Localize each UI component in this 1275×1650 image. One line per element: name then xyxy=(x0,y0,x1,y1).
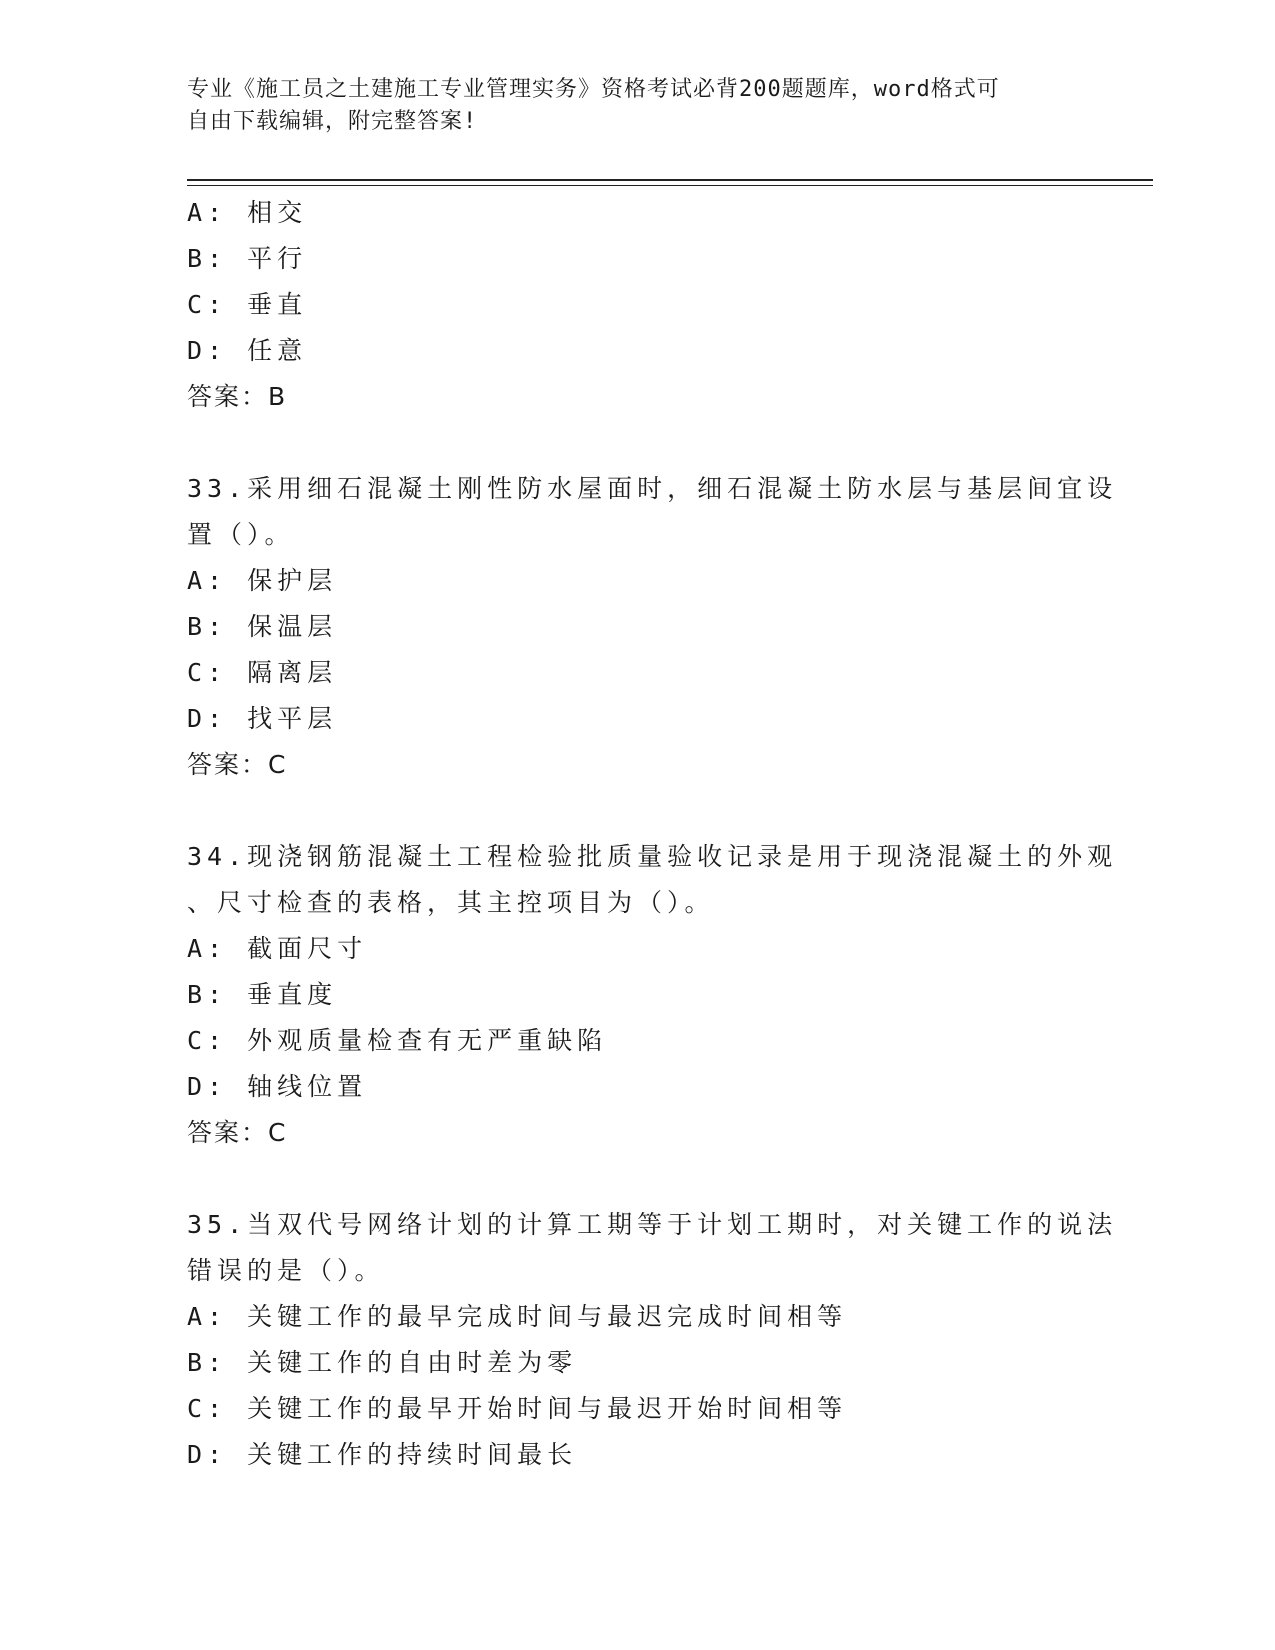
question-stem-line-2: 错误的是（）。 xyxy=(187,1256,385,1285)
option-a: A: 保护层 xyxy=(187,566,338,595)
question-stem-line-1: 35.当双代号网络计划的计算工期等于计划工期时，对关键工作的说法 xyxy=(187,1210,1118,1239)
question-34 xyxy=(187,834,1118,1156)
option-d: D: 关键工作的持续时间最长 xyxy=(187,1440,578,1469)
header-title-line-2: 自由下载编辑，附完整答案! xyxy=(187,109,478,134)
question-list xyxy=(187,190,1118,1478)
option-a: A: 相交 xyxy=(187,198,308,227)
option-c: C: 关键工作的最早开始时间与最迟开始时间相等 xyxy=(187,1394,848,1423)
option-c: C: 隔离层 xyxy=(187,658,338,687)
question-stem-line-1: 34.现浇钢筋混凝土工程检验批质量验收记录是用于现浇混凝土的外观 xyxy=(187,842,1118,871)
option-d: D: 找平层 xyxy=(187,704,338,733)
document-header xyxy=(187,74,1087,138)
header-rule-thick xyxy=(187,179,1153,181)
option-a: A: 截面尺寸 xyxy=(187,934,368,963)
option-b: B: 保温层 xyxy=(187,612,338,641)
option-d: D: 任意 xyxy=(187,336,308,365)
option-b: B: 垂直度 xyxy=(187,980,338,1009)
header-rule-thin xyxy=(187,185,1153,186)
question-35 xyxy=(187,1202,1118,1478)
option-c: C: 外观质量检查有无严重缺陷 xyxy=(187,1026,608,1055)
header-title-line-1: 专业《施工员之土建施工专业管理实务》资格考试必背200题题库，word格式可 xyxy=(187,77,1000,102)
option-d: D: 轴线位置 xyxy=(187,1072,368,1101)
spacer xyxy=(187,1156,1087,1202)
option-b: B: 平行 xyxy=(187,244,308,273)
answer: 答案：C xyxy=(187,1118,288,1147)
question-32 xyxy=(187,190,1087,420)
spacer xyxy=(187,420,1087,466)
option-a: A: 关键工作的最早完成时间与最迟完成时间相等 xyxy=(187,1302,848,1331)
question-stem-line-2: 、尺寸检查的表格，其主控项目为（）。 xyxy=(187,888,715,917)
answer: 答案：B xyxy=(187,382,288,411)
spacer xyxy=(187,788,1087,834)
question-stem-line-2: 置（）。 xyxy=(187,520,295,549)
question-stem-line-1: 33.采用细石混凝土刚性防水屋面时，细石混凝土防水层与基层间宜设 xyxy=(187,474,1118,503)
option-c: C: 垂直 xyxy=(187,290,308,319)
question-33 xyxy=(187,466,1118,788)
option-b: B: 关键工作的自由时差为零 xyxy=(187,1348,578,1377)
answer: 答案：C xyxy=(187,750,288,779)
